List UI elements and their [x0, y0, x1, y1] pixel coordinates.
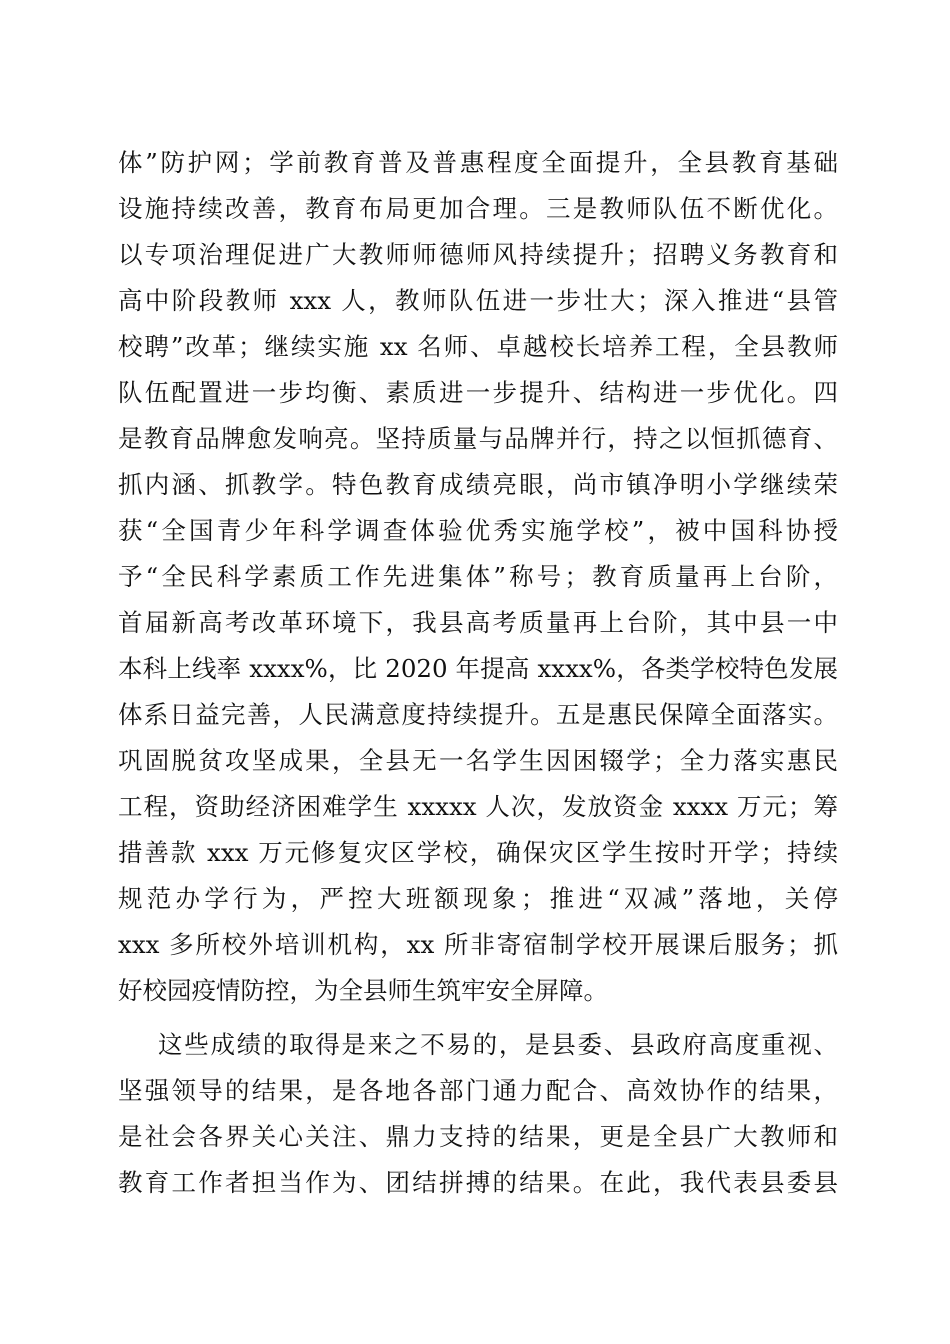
paragraph-2: [118, 1022, 838, 1206]
text-line: 是教育品牌愈发响亮。坚持质量与品牌并行，持之以恒抓德育、: [118, 424, 838, 453]
text-line: xxx 多所校外培训机构，xx 所非寄宿制学校开展课后服务；抓: [118, 930, 838, 959]
body-text: [118, 140, 838, 1206]
text-line: 以专项治理促进广大教师师德师风持续提升；招聘义务教育和: [118, 240, 838, 269]
text-line: 措善款 xxx 万元修复灾区学校，确保灾区学生按时开学；持续: [118, 838, 838, 867]
text-line: 抓内涵、抓教学。特色教育成绩亮眼，尚市镇净明小学继续荣: [118, 470, 838, 499]
text-line: 巩固脱贫攻坚成果，全县无一名学生因困辍学；全力落实惠民: [118, 746, 838, 775]
text-line: 教育工作者担当作为、团结拼搏的结果。在此，我代表县委县: [118, 1168, 838, 1197]
text-line: 设施持续改善，教育布局更加合理。三是教师队伍不断优化。: [118, 194, 838, 223]
paragraph-1: [118, 140, 838, 1014]
text-line: 好校园疫情防控，为全县师生筑牢安全屏障。: [118, 976, 608, 1005]
text-line: 予“全民科学素质工作先进集体”称号；教育质量再上台阶，: [118, 562, 838, 591]
text-line: 工程，资助经济困难学生 xxxxx 人次，发放资金 xxxx 万元；筹: [118, 792, 838, 821]
text-line: 获“全国青少年科学调查体验优秀实施学校”，被中国科协授: [118, 516, 838, 545]
text-line: 体”防护网；学前教育普及普惠程度全面提升，全县教育基础: [118, 148, 838, 177]
text-line: 队伍配置进一步均衡、素质进一步提升、结构进一步优化。四: [118, 378, 838, 407]
text-line: 这些成绩的取得是来之不易的，是县委、县政府高度重视、: [158, 1030, 838, 1059]
text-line: 首届新高考改革环境下，我县高考质量再上台阶，其中县一中: [118, 608, 838, 637]
text-line: 校聘”改革；继续实施 xx 名师、卓越校长培养工程，全县教师: [118, 332, 838, 361]
text-line: 体系日益完善，人民满意度持续提升。五是惠民保障全面落实。: [118, 700, 838, 729]
text-line: 本科上线率 xxxx%，比 2020 年提高 xxxx%，各类学校特色发展: [118, 654, 838, 683]
paragraph-gap: [118, 1014, 838, 1022]
text-line: 规范办学行为，严控大班额现象；推进“双减”落地，关停: [118, 884, 838, 913]
text-line: 坚强领导的结果，是各地各部门通力配合、高效协作的结果，: [118, 1076, 838, 1105]
text-line: 高中阶段教师 xxx 人，教师队伍进一步壮大；深入推进“县管: [118, 286, 838, 315]
text-line: 是社会各界关心关注、鼎力支持的结果，更是全县广大教师和: [118, 1122, 838, 1151]
